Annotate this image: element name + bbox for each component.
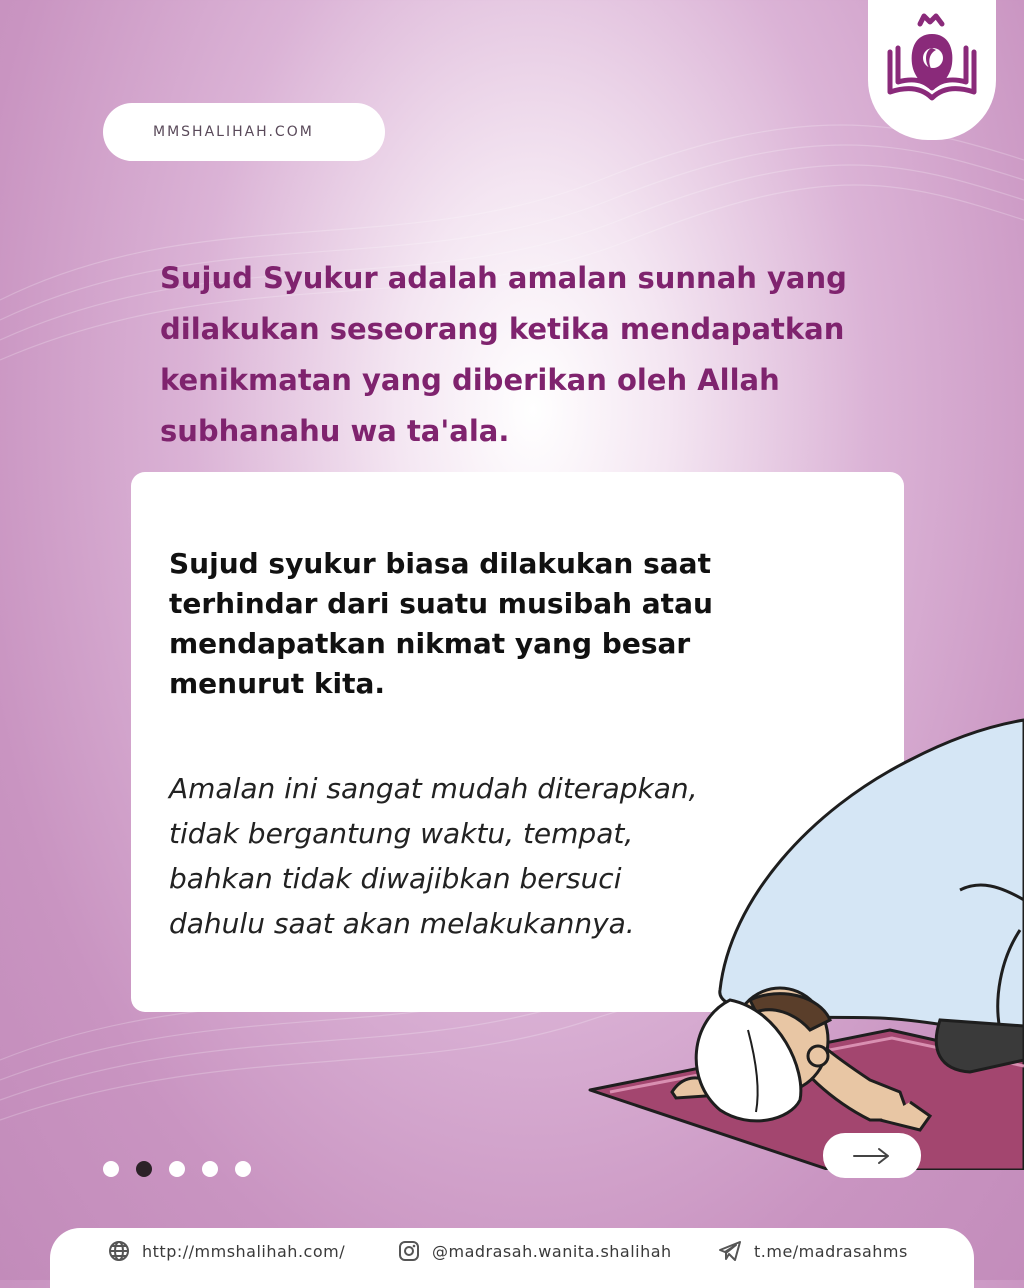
pagination-dot[interactable] <box>103 1161 119 1177</box>
logo-tab <box>868 0 996 140</box>
headline-line: subhanahu wa ta'ala. <box>160 414 510 448</box>
card-bold-line: terhindar dari suatu musibah atau <box>169 587 713 620</box>
card-italic-line: Amalan ini sangat mudah diterapkan, <box>169 772 698 805</box>
next-button[interactable] <box>823 1133 921 1178</box>
card-bold-paragraph <box>169 544 789 704</box>
website-pill[interactable] <box>103 103 385 161</box>
globe-icon <box>108 1240 130 1262</box>
pagination-dot-active[interactable] <box>136 1161 152 1177</box>
prostrating-man-illustration <box>580 700 1024 1170</box>
card-italic-line: dahulu saat akan melakukannya. <box>169 907 635 940</box>
card-bold-line: mendapatkan nikmat yang besar <box>169 627 691 660</box>
footer-bar <box>50 1228 974 1288</box>
footer-website[interactable] <box>108 1240 345 1262</box>
card-italic-line: tidak bergantung waktu, tempat, <box>169 817 634 850</box>
footer-website-text: http://mmshalihah.com/ <box>142 1241 346 1261</box>
card-bold-line: Sujud syukur biasa dilakukan saat <box>169 547 711 580</box>
arrow-right-icon <box>852 1146 892 1166</box>
telegram-icon <box>718 1240 742 1262</box>
madrasah-logo-icon <box>880 12 984 116</box>
headline <box>160 253 880 457</box>
headline-line: kenikmatan yang diberikan oleh Allah <box>160 363 780 397</box>
footer-instagram[interactable] <box>398 1240 672 1262</box>
website-pill-text: MMSHALIHAH.COM <box>153 124 314 140</box>
headline-line: dilakukan seseorang ketika mendapatkan <box>160 312 845 346</box>
pagination-dots <box>103 1161 251 1177</box>
card-italic-line: bahkan tidak diwajibkan bersuci <box>169 862 622 895</box>
pagination-dot[interactable] <box>235 1161 251 1177</box>
pagination-dot[interactable] <box>169 1161 185 1177</box>
footer-telegram[interactable] <box>718 1240 908 1262</box>
pagination-dot[interactable] <box>202 1161 218 1177</box>
card-bold-line: menurut kita. <box>169 667 386 700</box>
footer-instagram-text: @madrasah.wanita.shalihah <box>432 1241 672 1261</box>
instagram-icon <box>398 1240 420 1262</box>
footer-telegram-text: t.me/madrasahms <box>754 1241 908 1261</box>
headline-line: Sujud Syukur adalah amalan sunnah yang <box>160 261 847 295</box>
